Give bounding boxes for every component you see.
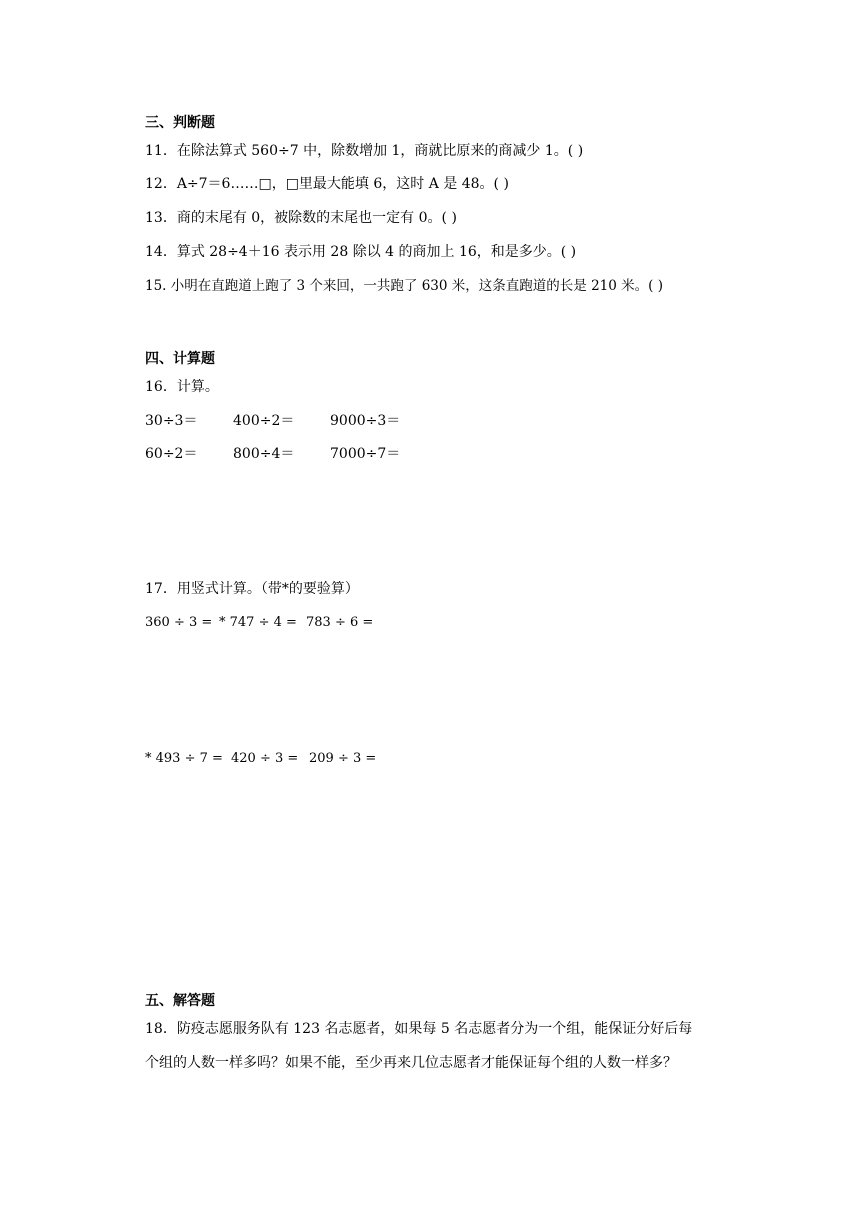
section-5-title: 五、解答题 [145,993,215,1009]
calc-item: 7000÷7＝ [330,446,401,462]
section-3-title: 三、判断题 [145,115,215,131]
section-4-title: 四、计算题 [145,351,215,367]
question-18-line-1: 18．防疫志愿服务队有 123 名志愿者，如果每 5 名志愿者分为一个组，能保证分好后每 [145,1021,693,1037]
question-17-label: 17．用竖式计算。（带*的要验算） [145,581,359,597]
vertical-calc-item: 783 ÷ 6 = [306,615,374,630]
vertical-calc-item: 360 ÷ 3 = [145,615,213,630]
calc-item: 9000÷3＝ [330,413,401,429]
question-15: 15. 小明在直跑道上跑了 3 个来回，一共跑了 630 米，这条直跑道的长是 210 米。( ) [145,278,663,294]
question-13: 13．商的末尾有 0，被除数的末尾也一定有 0。( ) [145,210,457,226]
question-11: 11．在除法算式 560÷7 中，除数增加 1，商就比原来的商减少 1。( ) [145,143,584,159]
calc-item: 30÷3＝ [145,413,198,429]
calc-item: 800÷4＝ [233,446,295,462]
question-16-label: 16．计算。 [145,379,219,395]
question-18-line-2: 个组的人数一样多吗？如果不能，至少再来几位志愿者才能保证每个组的人数一样多？ [145,1055,677,1071]
question-14: 14．算式 28÷4＋16 表示用 28 除以 4 的商加上 16，和是多少。( ) [145,244,577,260]
vertical-calc-item: 209 ÷ 3 = [309,751,377,766]
vertical-calc-item: 420 ÷ 3 = [231,751,299,766]
vertical-calc-item: * 493 ÷ 7 = [145,751,223,766]
question-12: 12．A÷7＝6……□，□里最大能填 6，这时 A 是 48。( ) [145,176,509,192]
calc-item: 400÷2＝ [233,413,295,429]
vertical-calc-item: * 747 ÷ 4 = [219,615,297,630]
calc-item: 60÷2＝ [145,446,198,462]
